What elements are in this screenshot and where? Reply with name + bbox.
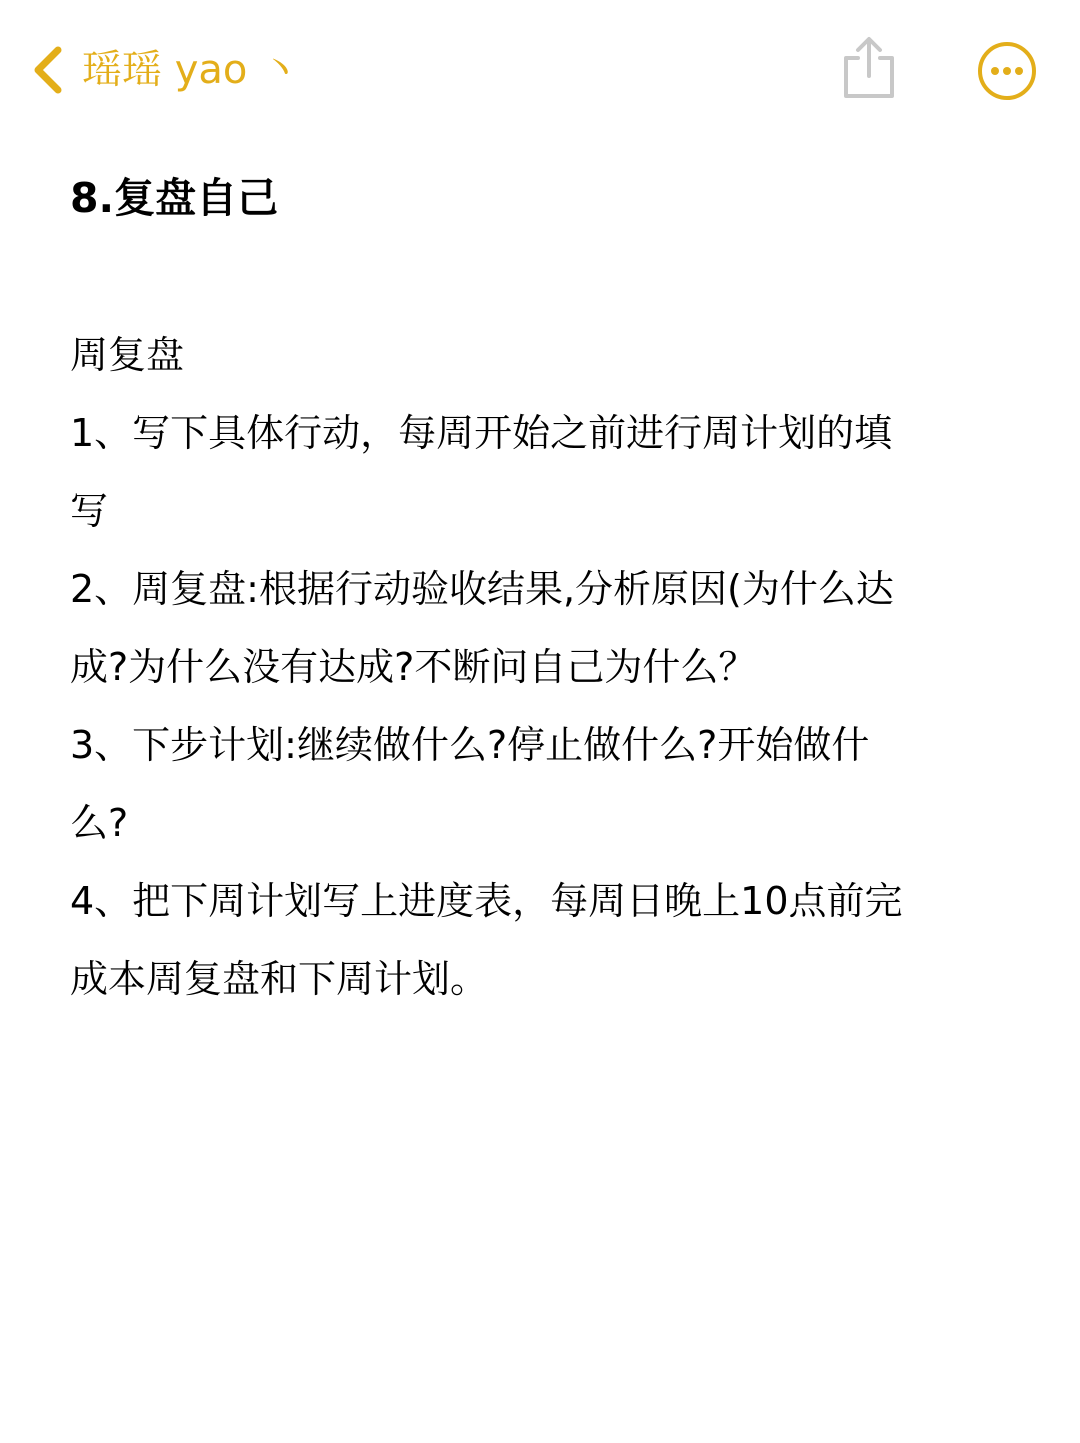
note-line: 4、把下周计划写上进度表，每周日晚上10点前完 — [70, 879, 903, 923]
more-options-icon — [976, 40, 1038, 102]
more-options-button[interactable] — [976, 40, 1038, 102]
share-button[interactable] — [838, 34, 900, 102]
note-line: 成本周复盘和下周计划。 — [70, 957, 489, 1001]
note-body[interactable] — [70, 160, 1020, 1018]
note-heading-weekly-review: 周复盘 — [70, 333, 185, 377]
note-line: 2、周复盘:根据行动验收结果,分析原因(为什么达 — [70, 567, 894, 611]
share-icon — [838, 34, 900, 102]
note-line: 3、下步计划:继续做什么?停止做什么?开始做什 — [70, 723, 870, 767]
note-title: 8.复盘自己 — [70, 174, 279, 222]
note-line: 么? — [70, 801, 129, 845]
note-line: 1、写下具体行动，每周开始之前进行周计划的填 — [70, 411, 893, 455]
back-label: 瑶瑶 yao 丶 — [82, 47, 301, 93]
note-line: 成?为什么没有达成?不断问自己为什么？ — [70, 645, 757, 689]
navigation-bar — [0, 0, 1080, 140]
note-line: 写 — [70, 489, 109, 533]
back-button[interactable] — [28, 34, 300, 106]
blank-line — [70, 236, 1020, 316]
chevron-left-icon — [28, 44, 68, 96]
